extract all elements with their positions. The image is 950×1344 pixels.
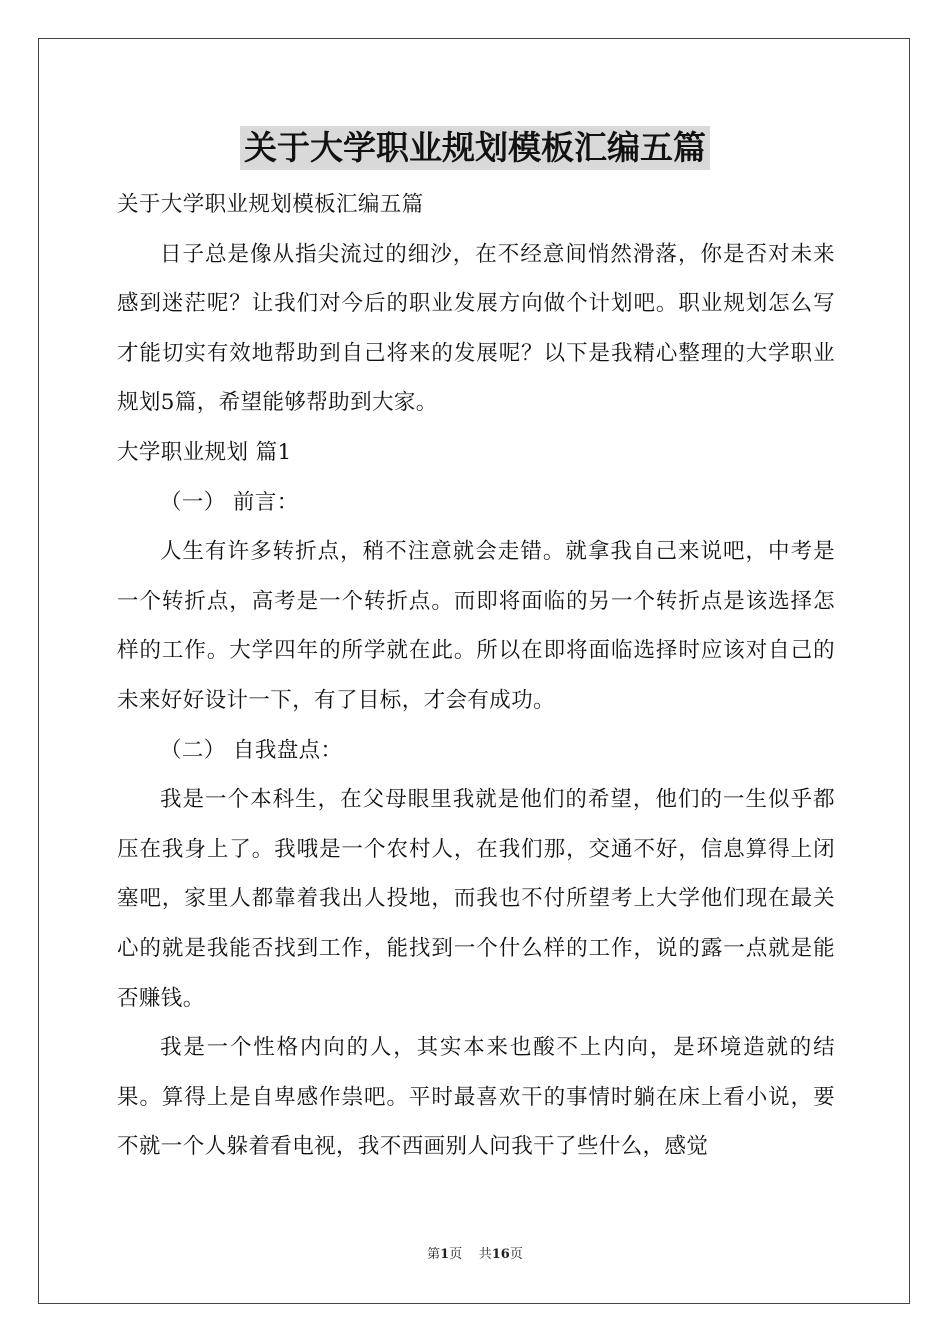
- page-footer: [0, 1245, 950, 1265]
- section-heading: 大学职业规划 篇1: [117, 439, 292, 465]
- title-container: [0, 126, 950, 170]
- document-body: [117, 180, 835, 1172]
- page-label-prefix: 第: [427, 1247, 441, 1262]
- paragraph: 日子总是像从指尖流过的细沙，在不经意间悄然滑落，你是否对未来感到迷茫呢？让我们对今后的职业发展方向做个计划吧。职业规划怎么写才能切实有效地帮助到自己将来的发展呢？以下是我精心整理的大学职业规划5篇，希望能够帮助到大家。: [117, 241, 835, 416]
- subsection-heading: （一） 前言：: [160, 489, 299, 515]
- page-number: 1: [440, 1247, 450, 1262]
- total-pages: 16: [491, 1247, 510, 1262]
- paragraph: 我是一个本科生，在父母眼里我就是他们的希望，他们的一生似乎都压在我身上了。我哦是一个农村人，在我们那，交通不好，信息算得上闭塞吧，家里人都靠着我出人投地，而我也不付所望考上大学他们现在最关心的就是我能否找到工作，能找到一个什么样的工作，说的露一点就是能否赚钱。: [117, 787, 835, 1011]
- page-label-suffix: 页: [449, 1247, 463, 1262]
- total-label-suffix: 页: [509, 1247, 523, 1262]
- subsection-heading: （二） 自我盘点：: [160, 737, 343, 763]
- paragraph: 人生有许多转折点，稍不注意就会走错。就拿我自己来说吧，中考是一个转折点，高考是一个转折点。而即将面临的另一个转折点是该选择怎样的工作。大学四年的所学就在此。所以在即将面临选择时应该对自己的未来好好设计一下，有了目标，才会有成功。: [117, 539, 835, 713]
- paragraph: 我是一个性格内向的人，其实本来也酸不上内向，是环境造就的结果。算得上是自卑感作祟吧。平时最喜欢干的事情时躺在床上看小说，要不就一个人躲着看电视，我不西画别人问我干了些什么，感觉: [117, 1035, 835, 1160]
- total-label-prefix: 共: [478, 1247, 492, 1262]
- paragraph: 关于大学职业规划模板汇编五篇: [117, 192, 424, 217]
- document-title: 关于大学职业规划模板汇编五篇: [240, 126, 710, 170]
